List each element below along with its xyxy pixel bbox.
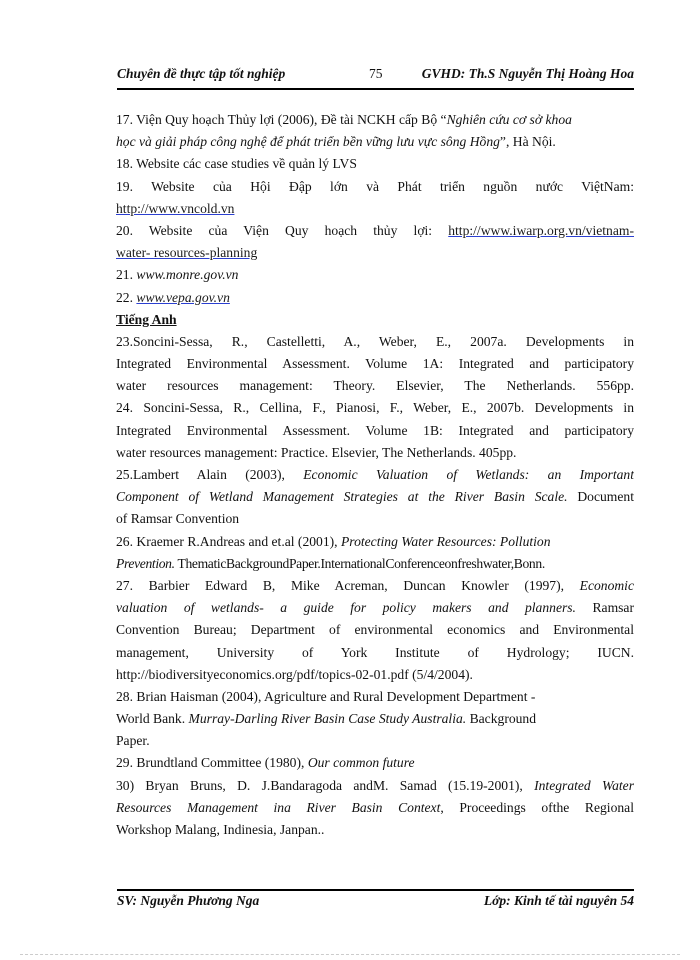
- reference-line: [116, 264, 634, 286]
- ref-21-number: 21.: [116, 267, 137, 283]
- ref-22-number: 22.: [116, 289, 137, 305]
- ref-17-title: Nghiên cứu cơ sở khoa: [446, 112, 572, 127]
- reference-line: of Ramsar Convention: [116, 511, 240, 527]
- reference-line: [116, 131, 634, 153]
- reference-line: management, University of York Institute of Hydrology; IUCN.: [116, 644, 634, 660]
- page-bottom-border: [20, 954, 680, 955]
- reference-line: [116, 797, 634, 819]
- ref-30-title-cont: Resources Management ina River Basin Context: [116, 799, 441, 815]
- reference-line: 24. Soncini-Sessa, R., Cellina, F., Pianosi, F., Weber, E., 2007b. Developments in: [116, 400, 634, 416]
- ref-26-text: 26. Kraemer R.Andreas and et.al (2001),: [116, 533, 341, 549]
- ref-28-org: World Bank.: [116, 711, 189, 727]
- page-footer: [117, 893, 634, 913]
- reference-line: [116, 752, 634, 774]
- reference-line: [116, 553, 634, 575]
- ref-28-type: Background: [466, 711, 537, 727]
- reference-line: Paper.: [116, 733, 150, 749]
- reference-line: Workshop Malang, Indinesia, Janpan..: [116, 822, 325, 837]
- ref-29-text: 29. Brundtland Committee (1980),: [116, 755, 308, 771]
- ref-27-publisher: Ramsar: [575, 600, 634, 616]
- page-number: 75: [369, 66, 383, 81]
- reference-line: [116, 220, 634, 242]
- references-list: [116, 109, 634, 841]
- ref-27-title: Economic: [579, 577, 634, 593]
- ref-29-title: Our common future: [307, 755, 415, 771]
- ref-26-title: Protecting Water Resources: Pollution: [340, 533, 551, 549]
- iwarp-link-cont[interactable]: water- resources-planning: [116, 245, 258, 261]
- ref-30-text: 30) Bryan Bruns, D. J.Bandaragoda andM. Samad (15.19-2001),: [116, 777, 535, 793]
- ref-17-text: 17. Viện Quy hoạch Thủy lợi (2006), Đề tài NCKH cấp Bộ “: [116, 112, 447, 127]
- reference-line: http://biodiversityeconomics.org/pdf/topics-02-01.pdf (5/4/2004).: [116, 666, 473, 682]
- vncold-link[interactable]: http://www.vncold.vn: [116, 200, 235, 216]
- ref-25-title-cont: Component of Wetland Management Strategies at the River Basin Scale.: [116, 489, 568, 505]
- reference-line: [116, 486, 634, 508]
- section-heading-english: Tiếng Anh: [116, 311, 177, 327]
- reference-line: [116, 775, 634, 797]
- reference-line: Integrated Environmental Assessment. Volume 1B: Integrated and participatory: [116, 422, 634, 438]
- ref-26-source: ThematicBackgroundPaper.InternationalConferenceonfreshwater,Bonn.: [174, 555, 545, 571]
- footer-divider: [117, 889, 634, 891]
- reference-line: Integrated Environmental Assessment. Volume 1A: Integrated and participatory: [116, 356, 634, 372]
- reference-line: [116, 597, 634, 619]
- reference-line: [116, 464, 634, 486]
- monre-link[interactable]: www.monre.gov.vn: [136, 267, 239, 283]
- reference-line: 23.Soncini-Sessa, R., Castelletti, A., Weber, E., 2007a. Developments in: [116, 333, 634, 349]
- ref-28-title: Murray-Darling River Basin Case Study Australia.: [188, 711, 467, 727]
- page-header: [117, 62, 634, 88]
- ref-25-text: 25.Lambert Alain (2003),: [116, 467, 304, 482]
- reference-line: [116, 109, 634, 131]
- ref-27-text: 27. Barbier Edward B, Mike Acreman, Duncan Knowler (1997),: [116, 577, 580, 593]
- reference-line: [116, 198, 634, 220]
- reference-line: 28. Brian Haisman (2004), Agriculture and Rural Development Department -: [116, 688, 536, 704]
- header-supervisor: GVHD: Th.S Nguyễn Thị Hoàng Hoa: [421, 66, 634, 81]
- header-divider: [117, 88, 634, 90]
- footer-class: Lớp: Kinh tế tài nguyên 54: [483, 893, 634, 908]
- reference-line: water resources management: Theory. Elsevier, The Netherlands. 556pp.: [116, 378, 634, 394]
- header-title: Chuyên đề thực tập tốt nghiệp: [117, 66, 286, 81]
- ref-25-source: Document: [567, 489, 634, 505]
- reference-line: 18. Website các case studies về quản lý LVS: [116, 156, 357, 172]
- ref-20-text: 20. Website của Viện Quy hoạch thủy lợi:: [116, 222, 449, 238]
- reference-line: 19. Website của Hội Đập lớn và Phát triển nguồn nước ViệtNam:: [116, 178, 634, 194]
- reference-line: [116, 242, 634, 264]
- reference-line: [116, 708, 634, 730]
- reference-line: [116, 575, 634, 597]
- reference-line: Convention Bureau; Department of environmental economics and Environmental: [116, 622, 634, 638]
- footer-student: SV: Nguyễn Phương Nga: [117, 893, 260, 908]
- vepa-link[interactable]: www.vepa.gov.vn: [136, 289, 230, 305]
- ref-17-place: ”, Hà Nội.: [499, 134, 556, 150]
- reference-line: [116, 531, 634, 553]
- ref-26-title-cont: Prevention.: [116, 555, 175, 571]
- ref-17-title-cont: học và giải pháp công nghệ để phát triển bền vững lưu vực sông Hồng: [116, 134, 500, 150]
- ref-25-title: Economic Valuation of Wetlands: an Important: [303, 467, 634, 482]
- reference-line: [116, 287, 634, 309]
- iwarp-link[interactable]: http://www.iwarp.org.vn/vietnam-: [448, 222, 634, 238]
- ref-30-title: Integrated Water: [534, 777, 634, 793]
- ref-30-proceedings: , Proceedings ofthe Regional: [440, 799, 634, 815]
- ref-27-title-cont: valuation of wetlands- a guide for policy makers and planners.: [116, 600, 576, 616]
- reference-line: water resources management: Practice. Elsevier, The Netherlands. 405pp.: [116, 444, 517, 460]
